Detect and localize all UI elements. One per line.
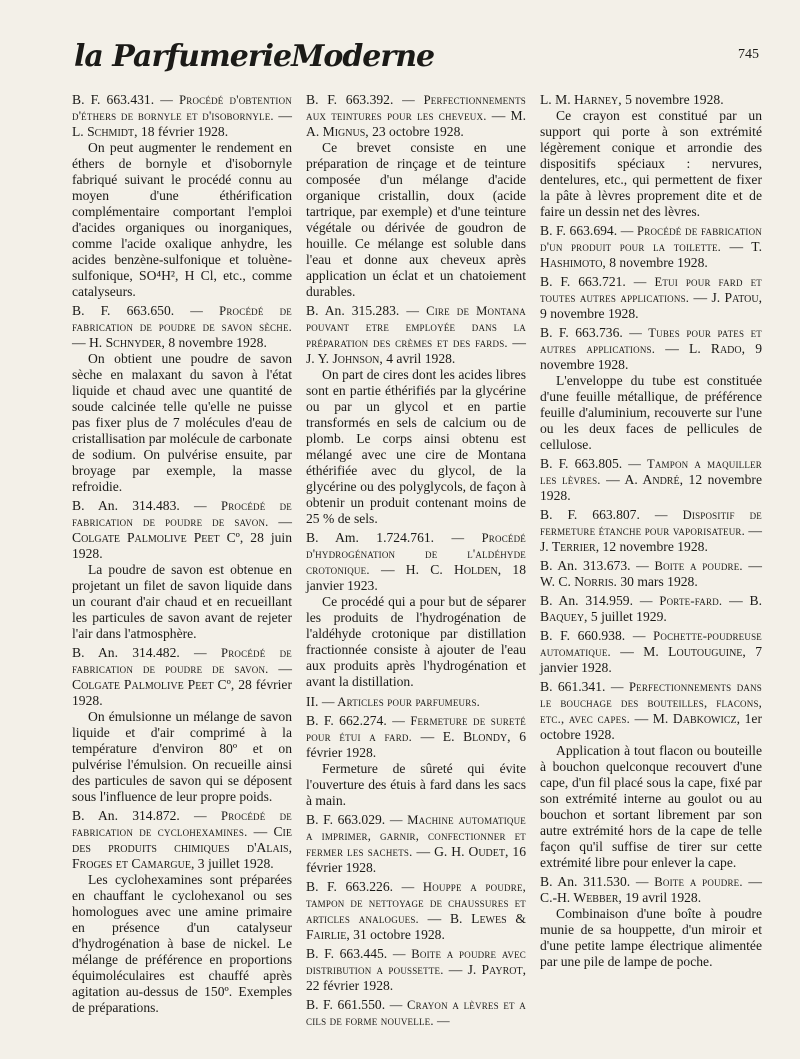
patent-title: — Boite a poudre. xyxy=(635,875,743,889)
patent-heading xyxy=(540,92,762,108)
patent-title: — Procédé de fabrication de poudre de savon. xyxy=(72,499,292,529)
patent-holder: — W. C. Norris. xyxy=(540,558,763,589)
patent-heading xyxy=(306,812,526,876)
patent-number: B. F. 663.807. xyxy=(540,507,640,522)
patent-number: B. F. 663.226. xyxy=(306,879,394,894)
patent-number: B. An. 314.483. xyxy=(72,498,180,513)
patent-title: — Procédé de fabrication d'un produit pour la toilette. xyxy=(540,224,762,254)
patent-entry xyxy=(72,303,292,495)
patent-number: B. F. 663.694. xyxy=(540,223,618,238)
patent-heading xyxy=(540,325,762,373)
patent-heading xyxy=(306,530,526,594)
patent-date: 28 février 1928. xyxy=(72,677,292,708)
patent-heading xyxy=(72,808,292,872)
patent-date: 3 juillet 1928. xyxy=(197,856,274,871)
patent-number: B. An. 314.482. xyxy=(72,645,180,660)
patent-entry xyxy=(540,874,762,970)
patent-holder: — A. André, xyxy=(606,472,683,487)
patent-number: B. F. 663.445. xyxy=(306,946,388,961)
patent-holder: — H. C. Holden, xyxy=(380,562,502,577)
patent-date: 16 février 1928. xyxy=(306,844,526,875)
patent-entry xyxy=(540,507,762,555)
section-title: — Articles pour parfumeurs. xyxy=(321,695,481,709)
patent-description: On part de cires dont les acides libres sont en partie éthérifiés par la glycérine ou par un glycol et en partie transformés en sels de calcium ou de plomb. Le corps ainsi obtenu est mélangé avec une cire de Montana éthérifiée avec du glycol, de la glycérine ou des polyglycols, de façon à obtenir un produit contenant moins de 25 % de sels. xyxy=(306,367,526,526)
text-column-2 xyxy=(306,92,526,1028)
patent-heading xyxy=(306,713,526,761)
patent-date: 9 novembre 1928. xyxy=(540,341,762,372)
patent-entry xyxy=(540,325,762,453)
patent-description: On émulsionne un mélange de savon liquide et d'air comprimé à la température d'environ 80º et on pulvérise l'émulsion. On recueille ainsi des particules de savon qui se déposent sous l'influence de leur propre poids. xyxy=(72,709,292,804)
patent-title: — Boite a poudre avec distribution a poussette. xyxy=(306,947,526,977)
patent-date: 7 janvier 1928. xyxy=(540,644,762,675)
patent-heading xyxy=(72,92,292,140)
patent-title: — Procédé de fabrication de poudre de savon. xyxy=(72,646,292,676)
patent-holder: L. M. Harney, xyxy=(540,92,622,107)
patent-entry xyxy=(306,713,526,809)
patent-title: — Perfectionnements dans le bouchage des bouteilles, flacons, etc., avec capes. xyxy=(540,680,762,726)
text-column-1 xyxy=(72,92,293,1015)
patent-holder: — B. Baquey, xyxy=(540,593,762,624)
patent-number: B. F. 663.650. xyxy=(72,303,175,318)
patent-title: — Dispositif de fermeture étanche pour vaporisateur. xyxy=(540,508,763,538)
patent-number: B. F. 663.029. xyxy=(306,812,386,827)
patent-entry xyxy=(540,92,762,220)
patent-title: — Crayon a lèvres et a cils de forme nouvelle. — xyxy=(306,998,526,1028)
patent-title: — Boite a poudre. xyxy=(636,559,743,573)
patent-title: — Machine automatique a imprimer, garnir, confectionner et fermer les sachets. xyxy=(306,813,526,859)
patent-number: B. An. 314.872. xyxy=(72,808,180,823)
patent-holder: — E. Blondy, xyxy=(420,729,511,744)
patent-title: — Procédé de fabrication de poudre de savon sèche. xyxy=(72,304,293,334)
patent-number: B. F. 662.274. xyxy=(306,713,387,728)
patent-number: B. F. 663.392. xyxy=(306,92,394,107)
page-number: 745 xyxy=(738,47,759,62)
patent-description: Ce brevet consiste en une préparation de rinçage et de teinture composée d'un mélange d'acide organique cristallin, doux (acide tartrique, par exemple) et d'une teinture végétale ou dérivée de goudron de houille. Ce mélange est soluble dans l'eau et donne aux cheveux après application un éclat et un chatoiement durables. xyxy=(306,140,526,299)
patent-heading xyxy=(540,593,762,625)
patent-description: L'enveloppe du tube est constituée d'une feuille métallique, de préférence feuille d'aluminium, recouverte sur l'une ou les deux faces de pellicules de cellulose. xyxy=(540,373,762,452)
patent-title: — Procédé d'obtention d'éthers de bornyle et d'isobornyle. xyxy=(72,93,292,123)
journal-masthead: la ParfumerieModerne xyxy=(74,39,435,74)
patent-heading xyxy=(72,645,292,709)
patent-date: 18 février 1928. xyxy=(140,124,229,139)
patent-heading xyxy=(540,874,762,906)
patent-heading xyxy=(540,628,762,676)
patent-holder: — T. Hashimoto, xyxy=(540,239,762,270)
patent-entry xyxy=(540,456,762,504)
patent-date: 9 novembre 1928. xyxy=(540,306,639,321)
patent-entry xyxy=(72,92,292,300)
patent-number: B. F. 663.721. xyxy=(540,274,626,289)
patent-title: — Porte-fard. xyxy=(639,594,723,608)
patent-holder: — M. Loutouguine, xyxy=(620,644,746,659)
patent-holder: — J. Payrot, xyxy=(448,962,526,977)
patent-holder: — B. Lewes & Fairlie, xyxy=(306,911,526,942)
section-heading xyxy=(306,694,526,710)
patent-title: — Pochette-poudreuse automatique. xyxy=(540,629,762,659)
patent-entry xyxy=(540,558,762,590)
patent-date: 12 novembre 1928. xyxy=(540,472,762,503)
patent-description: Ce crayon est constitué par un support qui porte à son extrémité légèrement conique et arrondie des dispositifs spéciaux : nervures, dentelures, etc., qui permettent de fixer la pâte à lèvres proprement dite et de faire un dessin net des lèvres. xyxy=(540,108,762,219)
patent-heading xyxy=(306,997,526,1029)
patent-entry xyxy=(306,92,526,300)
patent-entry xyxy=(306,530,526,690)
patent-entry xyxy=(306,997,526,1029)
patent-heading xyxy=(72,303,292,351)
patent-entry xyxy=(306,879,526,943)
patent-title: — Perfectionnements aux teintures pour les cheveux. xyxy=(306,93,526,123)
patent-number: B. An. 313.673. xyxy=(540,558,631,573)
patent-number: B. An. 311.530. xyxy=(540,874,631,889)
patent-date: 5 novembre 1928. xyxy=(625,92,724,107)
patent-date: 8 novembre 1928. xyxy=(609,255,708,270)
patent-heading xyxy=(540,456,762,504)
patent-description: Fermeture de sûreté qui évite l'ouverture des étuis à fard dans les sacs à main. xyxy=(306,761,526,808)
patent-date: 23 octobre 1928. xyxy=(372,124,464,139)
patent-entry xyxy=(72,808,292,1016)
patent-description: On peut augmenter le rendement en éthers de bornyle et d'isobornyle fabriqué suivant le procédé connu au moyen d'une éthérification complémentaire comportant l'emploi d'acides organiques ou inorganiques, comme l'acide oxalique anhydre, les acides benzène-sulfonique et toluène-sulfonique, SO⁴H², H Cl, etc., comme catalyseurs. xyxy=(72,140,292,299)
patent-date: 18 janvier 1923. xyxy=(306,562,526,593)
patent-number: B. F. 663.736. xyxy=(540,325,623,340)
patent-heading xyxy=(306,92,526,140)
patent-holder: — Colgate Palmolive Peet Cº, xyxy=(72,661,292,692)
patent-holder: — L. Rado, xyxy=(665,341,746,356)
patent-number: B. An. 315.283. xyxy=(306,303,400,318)
patent-heading xyxy=(306,303,526,367)
patent-heading xyxy=(540,223,762,271)
section-number: II. xyxy=(306,694,319,709)
patent-date: 6 février 1928. xyxy=(306,729,526,760)
patent-heading xyxy=(306,879,526,943)
patent-date: 28 juin 1928. xyxy=(72,530,292,561)
patent-title: — Fermeture de sureté pour étui a fard. xyxy=(306,714,526,744)
patent-entry xyxy=(540,628,762,676)
patent-entry xyxy=(72,645,292,805)
patent-holder: — Cie des produits chimiques d'Alais, Froges et Camargue, xyxy=(72,824,292,871)
patent-title: — Procédé d'hydrogénation de l'aldéhyde crotonique. xyxy=(306,531,526,577)
patent-date: 30 mars 1928. xyxy=(620,574,698,589)
patent-holder: — L. Schmidt, xyxy=(72,108,292,139)
patent-description: On obtient une poudre de savon sèche en malaxant du savon à l'état liquide et chaud avec une quantité de soude calcinée telle qu'elle ne puisse pas fixer plus de 7 molécules d'eau de cristallisation par molécule de carbonate de sodium. On pulvérise ensuite, par broyage par exemple, la masse refroidie. xyxy=(72,351,292,494)
patent-description: Ce procédé qui a pour but de séparer les produits de l'hydrogénation de l'aldéhyde crotonique par distillation fractionnée consiste à ajouter de l'eau aux produits après l'hydrogénation et avant la distillation. xyxy=(306,594,526,689)
patent-number: B. F. 663.805. xyxy=(540,456,623,471)
patent-holder: — Colgate Palmolive Peet Cº, xyxy=(72,514,292,545)
patent-entry xyxy=(540,274,762,322)
patent-number: B. F. 660.938. xyxy=(540,628,626,643)
patent-holder: — G. H. Oudet, xyxy=(416,844,509,859)
patent-description: Les cyclohexamines sont préparées en chauffant le cyclohexanol ou ses homologues avec une amine primaire en présence d'un catalyseur d'hydrogénation à base de nickel. Le mélange de préférence en proportions équimoléculaires est chauffé après agitation au-dessus de 150º. Exemples de préparations. xyxy=(72,872,292,1015)
patent-holder: — J. Terrier, xyxy=(540,523,762,554)
patent-date: 1er octobre 1928. xyxy=(540,711,762,742)
patent-entry xyxy=(540,679,762,871)
patent-number: B. F. 663.431. xyxy=(72,92,155,107)
patent-description: Application à tout flacon ou bouteille à bouchon quelconque recouvert d'une cape, d'un fil placé sous la cape, fixé par son extrémité interne au goulot ou au bouchon et sortant librement par son autre extrémité hors de la cape de telle façon qu'il suffise de tirer sur cette extrémité libre pour enlever la cape. xyxy=(540,743,762,870)
patent-holder: — M. A. Mignus, xyxy=(306,108,526,139)
patent-entry xyxy=(540,593,762,625)
patent-holder: — H. Schnyder, xyxy=(72,335,165,350)
patent-title: — Cire de Montana pouvant etre employée dans la préparation des crèmes et des fards. xyxy=(306,304,526,350)
patent-heading xyxy=(72,498,292,562)
patent-date: 12 novembre 1928. xyxy=(602,539,708,554)
patent-entry xyxy=(306,303,526,527)
patent-title: — Houppe a poudre, tampon de nettoyage de chaussures et articles analogues. xyxy=(306,880,526,926)
patent-description: La poudre de savon est obtenue en projetant un filet de savon liquide dans un courant d'air chaud et en recueillant les particules de savon avant de rejeter l'air dans l'atmosphère. xyxy=(72,562,292,641)
patent-title: — Procédé de fabrication de cyclohexamines. xyxy=(72,809,292,839)
patent-heading xyxy=(306,946,526,994)
patent-date: 5 juillet 1929. xyxy=(590,609,667,624)
patent-date: 22 février 1928. xyxy=(306,978,394,993)
patent-heading xyxy=(540,558,762,590)
patent-date: 19 avril 1928. xyxy=(625,890,702,905)
patent-holder: — J. Patou, xyxy=(693,290,762,305)
patent-date: 4 avril 1928. xyxy=(386,351,456,366)
patent-entry xyxy=(72,498,292,642)
patent-number: B. 661.341. xyxy=(540,679,606,694)
patent-title: — Tubes pour pates et autres applications. xyxy=(540,326,762,356)
patent-number: B. An. 314.959. xyxy=(540,593,633,608)
patent-heading xyxy=(540,274,762,322)
patent-holder: — J. Y. Johnson, xyxy=(306,335,526,366)
patent-date: 8 novembre 1928. xyxy=(168,335,267,350)
text-column-3 xyxy=(540,92,762,1002)
patent-number: B. F. 661.550. xyxy=(306,997,386,1012)
patent-number: B. Am. 1.724.761. xyxy=(306,530,435,545)
patent-heading xyxy=(540,679,762,743)
patent-entry xyxy=(306,812,526,876)
patent-holder: — M. Dabkowicz, xyxy=(634,711,740,726)
patent-title: — Etui pour fard et toutes autres applications. xyxy=(540,275,762,305)
patent-heading xyxy=(540,507,762,555)
patent-description: Combinaison d'une boîte à poudre munie de sa houppette, d'un miroir et d'une petite lampe électrique alimentée par une pile de lampe de poche. xyxy=(540,906,762,969)
patent-title: — Tampon a maquiller les lèvres. xyxy=(540,457,762,487)
patent-entry xyxy=(540,223,762,271)
patent-entry xyxy=(306,946,526,994)
patent-date: 31 octobre 1928. xyxy=(353,927,445,942)
patent-holder: — C.-H. Webber, xyxy=(540,874,762,905)
